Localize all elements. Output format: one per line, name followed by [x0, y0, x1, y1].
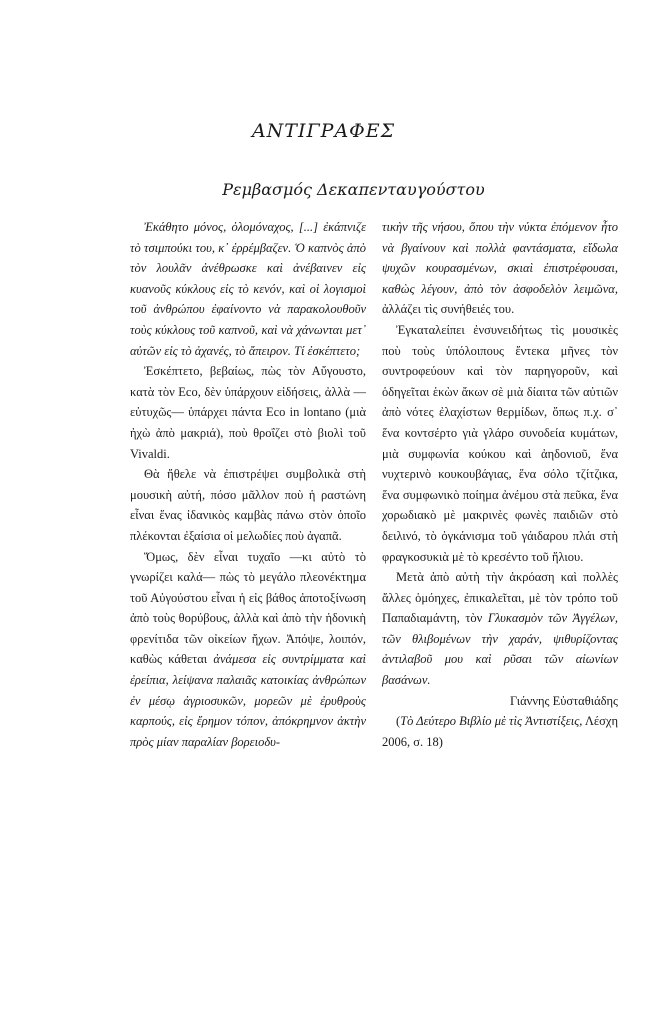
paragraph-4-text-continued: ἀλλάζει τὶς συνήθειές του.	[382, 302, 515, 317]
paragraph-6-quote: Γλυκασμὸν τῶν Ἀγγέλων, τῶν θλιβομένων τὴν χαράν, ψιθυρίζοντας ἀντιλαβοῦ μου καὶ ρῦσαι τῶν αἰωνίων βασάνων.	[382, 611, 618, 688]
paragraph-6-text: Μετὰ ἀπὸ αὐτὴ τὴν ἀκρόαση καὶ πολλὲς ἄλλες ὁμόηχες, ἐπικαλεῖται, μὲ τὸν τρόπο τοῦ Παπαδιαμάντη, τὸν	[382, 570, 618, 626]
source-publisher: Λέσχη 2006, σ. 18)	[382, 714, 618, 749]
article-title: Ρεμβασμός Δεκαπενταυγούστου	[222, 180, 485, 199]
source-book-title: Τὸ Δεύτερο Βιβλίο μὲ τὶς Ἀντιστίξεις,	[400, 714, 583, 729]
paragraph-6	[382, 567, 618, 691]
paragraph-4	[130, 547, 366, 753]
source-citation	[382, 711, 618, 752]
paragraph-4-text: Ὅμως, δὲν εἶναι τυχαῖο —κι αὐτὸ τὸ γνωρίζει καλά— πὼς τὸ μεγάλο πλεονέκτημα τοῦ Αὐγούστου εἶναι ἡ εἰς βάθος ἀποτοξίνωση ἀπὸ τοὺς θορύβους, ἀλλὰ καὶ ἀπὸ τὴν ἡδονικὴ φρενίτιδα τῶν οἰκείων ἤχων. Ἀπόψε, λοιπόν, καθὼς κάθεται	[130, 549, 366, 667]
paragraph-2: Ἐσκέπτετο, βεβαίως, πὼς τὸν Αὔγουστο, κατὰ τὸν Eco, δὲν ὑπάρχουν εἰδήσεις, ἀλλὰ —εὐτυχῶς— ὑπάρχει πάντα Eco in lontano (μιὰ ἠχὼ ἀπὸ μακριά), ποὺ θροΐζει στὸ βιολὶ τοῦ Vivaldi.	[130, 364, 366, 461]
paragraph-4-quote: ἀνάμεσα εἰς συντρίμματα καὶ ἐρείπια, λείψανα παλαιᾶς κατοικίας ἀνθρώπων ἐν μέσῳ ἀγριοσυκῶν, μορεῶν μὲ ἐρυθροὺς καρπούς, εἰς ἔρημον τόπον, ἀπόκρημνον ἀκτὴν πρὸς μίαν παραλίαν βορειοδυ-	[130, 652, 366, 749]
section-title: ΑΝΤΙΓΡΑΦΕΣ	[251, 120, 396, 142]
paragraph-3: Θὰ ἤθελε νὰ ἐπιστρέψει συμβολικὰ στὴ μουσικὴ αὐτή, πόσο μᾶλλον ποὺ ἡ ραστώνη εἶναι ἕνας ἰδανικὸς καμβὰς πάνω στὸν ὁποῖο πλέκονται ἐξαίσια οἱ μελωδίες ποὺ ἀγαπᾶ.	[130, 467, 366, 543]
paragraph-4-quote-continued: τικὴν τῆς νήσου, ὅπου τὴν νύκτα ἐπόμενον ἦτο νὰ βγαίνουν καὶ πολλὰ φαντάσματα, εἴδωλα ψυχῶν κουρασμένων, σκιαὶ ἐπιστρέφουσαι, καθὼς λέγουν, ἀπὸ τὸν ἀσφοδελὸν λειμῶνα,	[382, 220, 618, 296]
paragraph-1: Ἐκάθητο μόνος, ὀλομόναχος, [...] ἐκάπνιζε τὸ τσιμπούκι του, κ᾽ ἐρρέμβαζεν. Ὁ καπνὸς ἀπὸ τὸν λουλᾶν ἀνέθρωσκε καὶ ἀνέβαινεν εἰς κυανοῦς κύκλους εἰς τὸ κενόν, καὶ οἱ λογισμοὶ τοῦ ἀνθρώπου ἐφαίνοντο νὰ παρακολουθοῦν τοὺς κύκλους τοῦ καπνοῦ, καὶ νὰ χάνωνται μετ᾽ αὐτῶν εἰς τὸ ἀχανές, τὸ ἄπειρον. Τί ἐσκέπτετο;	[130, 220, 366, 358]
right-column	[382, 217, 618, 752]
paragraph-4-continued	[382, 217, 618, 320]
source-open-paren: (	[396, 714, 401, 729]
author-name: Γιάννης Εὐσταθιάδης	[509, 693, 618, 708]
left-column	[130, 217, 366, 752]
paragraph-5: Ἐγκαταλείπει ἐνσυνειδήτως τὶς μουσικὲς ποὺ τοὺς ὑπόλοιπους ἔντεκα μῆνες τὸν συντροφεύουν καὶ τὸν παρηγοροῦν, καὶ ὁδηγεῖται ἑκὼν ἄκων σὲ μιὰ δίαιτα τῶν αὐτιῶν ἀπὸ νότες ἐλαχίστων θερμίδων, ὅπως π.χ. σ᾽ ἕνα κοντσέρτο γιὰ γλάρο συνοδεία κυμάτων, μιὰ συμφωνία κούκου καὶ ἀηδονιοῦ, ἕνα νυχτερινὸ κουκουβάγιας, ἕνα σόλο τζίτζικα, ἕνα συμφωνικὸ ποίημα ἀνέμου στὰ πεῦκα, ἕνα χορωδιακὸ μὲ μακρινὲς φωνὲς παιδιῶν στὸ δειλινό, τὸ ὀγκάνισμα τοῦ γάιδαρου πλάι στὴ φραγκοσυκιὰ μὲ τὸ κρεσέντο τοῦ ἥλιου.	[382, 322, 618, 564]
